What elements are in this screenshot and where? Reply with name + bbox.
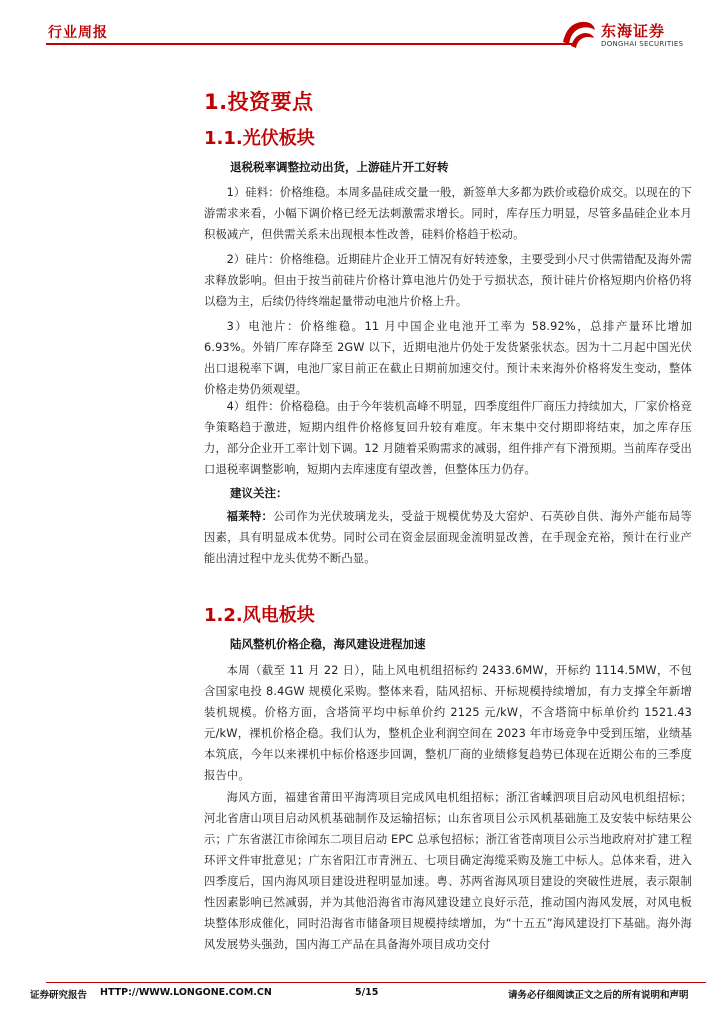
report-category: 行业周报 [48, 25, 108, 41]
pv-paragraph-module: 4）组件：价格稳稳。由于今年装机高峰不明显，四季度组件厂商压力持续加大，厂家价格竞争策略趋于激进，短期内组件价格修复回升较有难度。年末集中交付期即将结束，加之库存压力，部分企业开工率计划下调。12 月随着采购需求的减弱，组件排产有下滑预期。当前库存受出口退税率调整影响，短期内去库速度有望改善，但整体压力仍存。 [204, 400, 692, 476]
donghai-logo-icon [559, 16, 599, 50]
footer-website-link[interactable]: HTTP://WWW.LONGONE.COM.CN [100, 987, 272, 998]
page-number: 5/15 [355, 987, 379, 998]
recommend-label: 建议关注： [230, 486, 288, 500]
subsection-title-pv: 1.1.光伏板块 [204, 128, 315, 149]
footer-disclaimer: 请务必仔细阅读正文之后的所有说明和声明 [508, 990, 689, 1001]
pv-highlight: 退税税率调整拉动出货，上游硅片开工好转 [230, 160, 449, 174]
pv-paragraph-silicon: 1）硅料：价格维稳。本周多晶硅成交量一般，新签单大多都为跌价或稳价成交。以现在的下游需求来看，小幅下调价格已经无法刺激需求增长。同时，库存压力明显，尽管多晶硅企业本月积极减产，但供需关系未出现根本性改善，硅料价格趋于松动。 [204, 186, 692, 241]
wind-paragraph-offshore: 海风方面，福建省莆田平海湾项目完成风电机组招标；浙江省嵊泗项目启动风电机组招标；河北省唐山项目启动风机基础制作及运输招标；山东省项目公示风机基础施工及安装中标结果公示；广东省湛江市徐闻东二项目启动 EPC 总承包招标；浙江省苍南项目公示当地政府对扩建工程环评文件审批意见；广东省阳江市青洲五、七项目确定海缆采购及施工中标人。总体来看，进入四季度后，国内海风项目建设进程明显加速。粤、苏两省海风项目建设的突破性进展，表示限制性因素影响已然减弱，并为其他沿海省市海风建设建立良好示范，推动国内海风发展，对风电板块整体形成催化，同时沿海省市储备项目规模持续增加，为“十五五”海风建设打下基础。海外海风发展势头强劲，国内海工产品在具备海外项目成功交付 [204, 791, 692, 951]
wind-paragraph-onshore: 本周（截至 11 月 22 日），陆上风电机组招标约 2433.6MW，开标约 1114.5MW，不包含国家电投 8.4GW 规模化采购。整体来看，陆风招标、开标规模持续增加，有力支撑全年新增装机规模。价格方面，含塔筒平均中标单价约 2125 元/kW，不含塔筒中标单价约 1521.43 元/kW，裸机价格企稳。我们认为，整机企业利润空间在 2023 年市场竞争中受到压缩，业绩基本筑底，今年以来裸机中标价格逐步回调，整机厂商的业绩修复趋势已体现在近期公布的三季度报告中。 [204, 664, 692, 782]
header-divider [46, 43, 572, 45]
footer-divider [46, 982, 706, 983]
wind-highlight: 陆风整机价格企稳，海风建设进程加速 [230, 637, 426, 651]
footer-report-type: 证券研究报告 [30, 990, 88, 1001]
logo-chinese-name: 东海证券 [601, 22, 666, 40]
logo-english-name: DONGHAI SECURITIES [601, 40, 684, 48]
company-name: 福莱特： [226, 510, 274, 523]
pv-paragraph-wafer: 2）硅片：价格维稳。近期硅片企业开工情况有好转迹象，主要受到小尺寸供需错配及海外需求释放影响。但由于按当前硅片价格计算电池片仍处于亏损状态，预计硅片价格短期内价格仍将以稳为主，后续仍待终端起量带动电池片价格上升。 [204, 253, 692, 308]
pv-paragraph-cell: 3）电池片：价格维稳。11 月中国企业电池开工率为 58.92%，总排产量环比增加 6.93%。外销厂库存降至 2GW 以下，近期电池片仍处于发货紧张状态。因为十二月起中国光伏出口退税率下调，电池厂家目前正在截止日期前加速交付。预计未来海外价格将发生变动，整体价格走势仍须观望。 [204, 320, 692, 396]
company-logo [557, 14, 707, 54]
subsection-title-wind: 1.2.风电板块 [204, 605, 315, 626]
company-recommendation [204, 506, 692, 569]
section-title-investment: 1.投资要点 [204, 90, 314, 114]
company-description: 公司作为光伏玻璃龙头，受益于规模优势及大窑炉、石英砂自供、海外产能布局等因素，具有明显成本优势。同时公司在资金层面现金流明显改善，在手现金充裕，预计在行业产能出清过程中龙头优势不断凸显。 [204, 510, 692, 565]
